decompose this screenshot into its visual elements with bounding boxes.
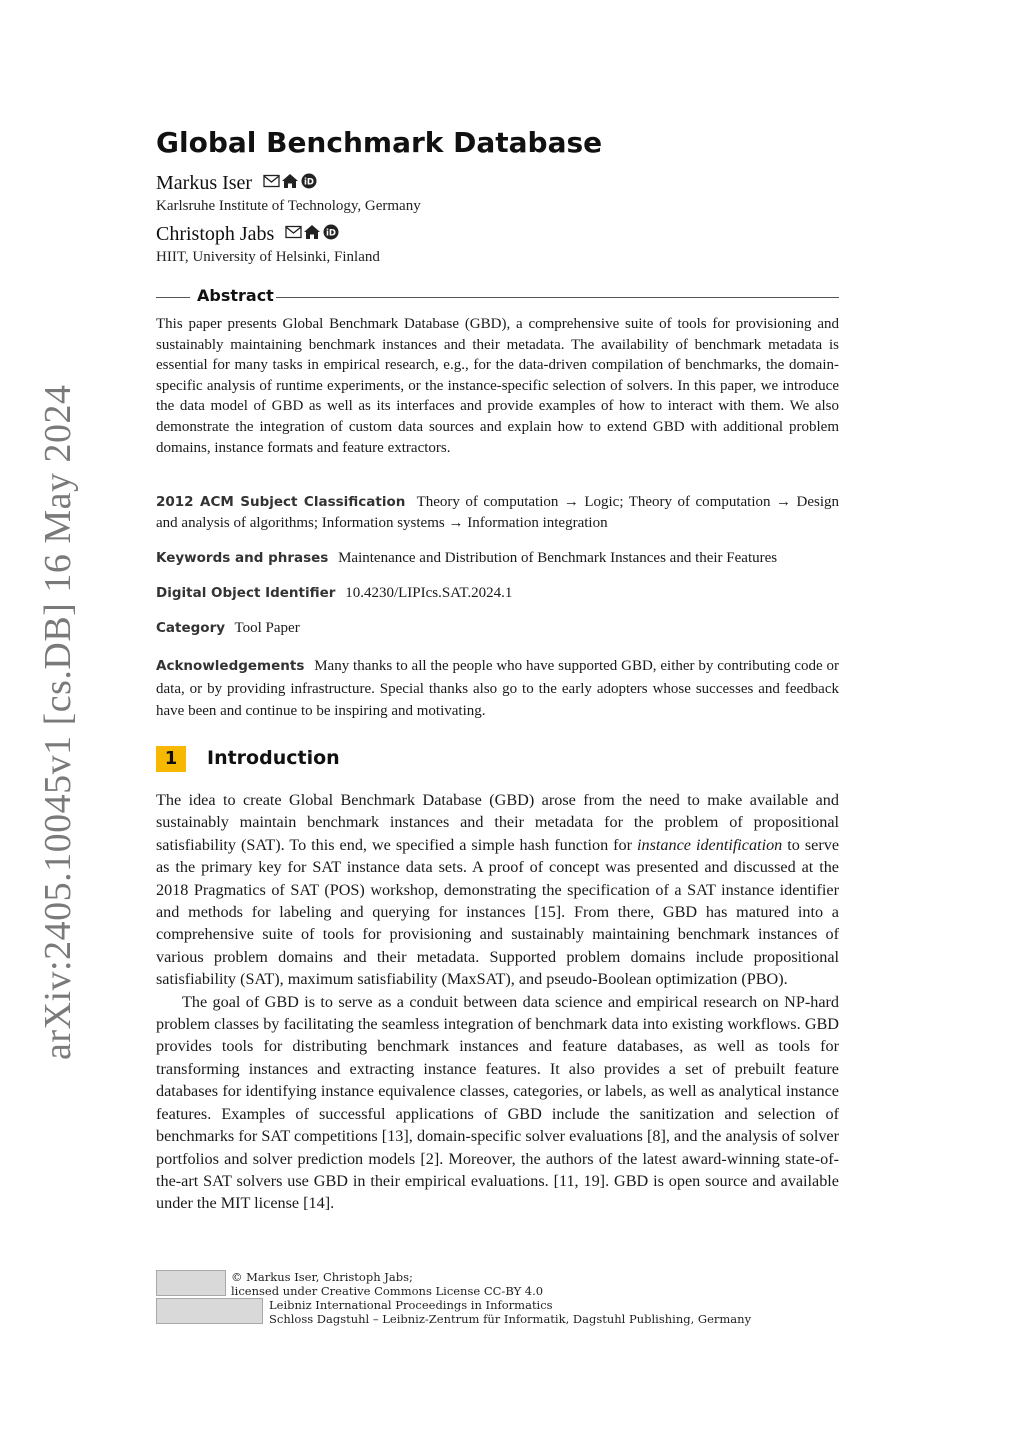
acknowledgements-label: Acknowledgements — [156, 658, 305, 674]
author-1 — [156, 172, 319, 196]
category-label: Category — [156, 620, 226, 636]
doi-value[interactable]: 10.4230/LIPIcs.SAT.2024.1 — [345, 585, 513, 601]
author-icons — [285, 223, 341, 247]
mail-icon[interactable] — [286, 227, 301, 238]
abstract-rule-right — [276, 297, 839, 298]
abstract-heading: Abstract — [197, 286, 274, 305]
category — [156, 618, 839, 639]
author-1-affiliation: Karlsruhe Institute of Technology, Germany — [156, 198, 421, 214]
keywords-value: Maintenance and Distribution of Benchmark Instances and their Features — [338, 550, 778, 566]
section-title: Introduction — [207, 747, 340, 769]
keywords — [156, 548, 839, 569]
author-2 — [156, 223, 341, 247]
acm-label: 2012 ACM Subject Classification — [156, 494, 406, 510]
paragraph-2: The goal of GBD is to serve as a conduit between data science and empirical research on NP-hard problem classes by facilitating the seamless integration of benchmark data into existing workflows. GBD provides tools for distributing benchmark instances and feature databases, as well as tools for transforming instances and extracting instance features. It also provides a set of prebuilt feature databases for identifying instance equivalence classes, categories, or labels, as well as analytical instance features. Examples of successful applications of GBD include the sanitization and selection of benchmarks for SAT competitions [13], domain-specific solver evaluations [8], and the analysis of solver portfolios and solver prediction models [2]. Moreover, the authors of the latest award-winning state-of-the-art SAT solvers use GBD in their empirical evaluations. [11, 19]. GBD is open source and available under the MIT license [14]. — [156, 992, 839, 1213]
emphasis-instance-identification: instance identification — [637, 835, 783, 854]
orcid-icon[interactable] — [324, 225, 339, 240]
copyright-line: © Markus Iser, Christoph Jabs; — [231, 1270, 413, 1284]
doi — [156, 583, 839, 604]
acknowledgements-value: Many thanks to all the people who have supported GBD, either by contributing code or data, or by providing infrastructure. Special thanks also go to the early adopters whose successes and feedback have been and continue to be inspiring and motivating. — [156, 658, 840, 720]
keywords-label: Keywords and phrases — [156, 550, 329, 566]
paragraph-1: The idea to create Global Benchmark Database (GBD) arose from the need to make available and sustainably maintain benchmark instances and their metadata for the problem of propositional satisfiability (SAT). To this end, we specified a simple hash function for instance identification to serve as the primary key for SAT instance data sets. A proof of concept was presented and discussed at the 2018 Pragmatics of SAT (POS) workshop, demonstrating the specification of a SAT instance identifier and methods for labeling and querying for instances [15]. From there, GBD has matured into a comprehensive suite of tools for provisioning and sustainably maintaining benchmark instances of various problem domains and their metadata. Supported problem domains include propositional satisfiability (SAT), maximum satisfiability (MaxSAT), and pseudo-Boolean optimization (PBO). — [156, 791, 840, 989]
author-name: Markus Iser — [156, 172, 253, 194]
acm-value: Theory of computation → Logic; Theory of computation → Design and analysis of algorithms; Information systems → Information integration — [156, 494, 839, 531]
home-icon[interactable] — [282, 174, 298, 188]
license-line: licensed under Creative Commons License CC-BY 4.0 — [231, 1284, 544, 1298]
orcid-icon[interactable] — [302, 174, 317, 189]
paper-title: Global Benchmark Database — [156, 126, 603, 159]
abstract-rule-left — [156, 297, 190, 298]
cc-license-logo — [156, 1270, 226, 1296]
author-name: Christoph Jabs — [156, 223, 275, 245]
mail-icon[interactable] — [264, 176, 279, 187]
section-number: 1 — [156, 746, 186, 772]
category-value: Tool Paper — [234, 620, 300, 636]
home-icon[interactable] — [304, 225, 320, 239]
svg-text:iD: iD — [326, 228, 337, 239]
abstract-text: This paper presents Global Benchmark Database (GBD), a comprehensive suite of tools for provisioning and sustainably maintaining benchmark instances and their metadata. The availability of benchmark metadata is essential for many tasks in empirical research, e.g., for the data-driven compilation of benchmarks, the domain-specific analysis of runtime experiments, or the instance-specific selection of solvers. In this paper, we introduce the data model of GBD as well as its interfaces and provide examples of how to interact with them. We also demonstrate the integration of custom data sources and explain how to extend GBD with additional problem domains, instance formats and feature extractors. — [156, 316, 839, 456]
series-line: Leibniz International Proceedings in Informatics — [269, 1298, 553, 1312]
acknowledgements — [156, 655, 839, 723]
arxiv-stamp: arXiv:2405.10045v1 [cs.DB] 16 May 2024 — [37, 384, 79, 1060]
svg-text:iD: iD — [304, 177, 315, 188]
acm-classification — [156, 492, 839, 534]
lipics-logo — [156, 1298, 263, 1324]
author-2-affiliation: HIIT, University of Helsinki, Finland — [156, 249, 380, 265]
section-body — [156, 789, 839, 1215]
publisher-line: Schloss Dagstuhl – Leibniz-Zentrum für Informatik, Dagstuhl Publishing, Germany — [269, 1312, 752, 1326]
author-icons — [263, 172, 319, 196]
doi-label: Digital Object Identifier — [156, 585, 336, 601]
